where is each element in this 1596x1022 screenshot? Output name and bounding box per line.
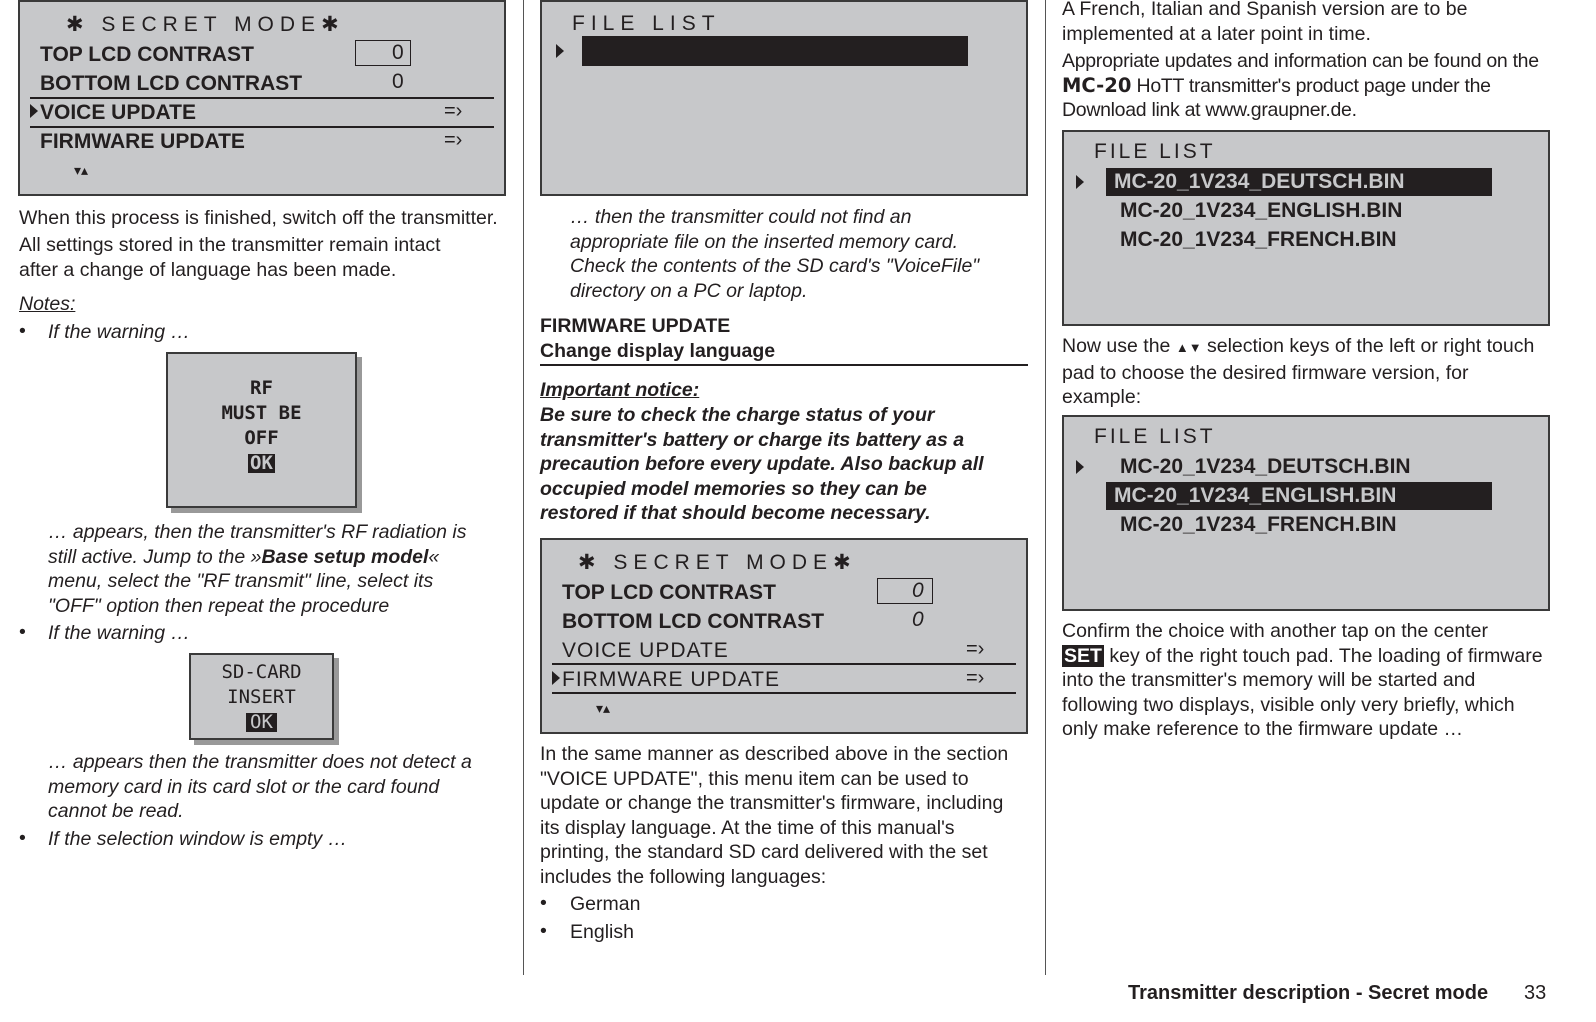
bullet-text: If the warning … <box>48 321 190 343</box>
column-divider <box>523 0 524 975</box>
set-key-icon: SET <box>1064 644 1102 667</box>
secret-mode-screen-firmware <box>540 538 1028 734</box>
arrow-icon: =› <box>444 129 463 151</box>
row-voice-update: VOICE UPDATE <box>40 101 196 124</box>
bottom-contrast-value: 0 <box>912 608 924 631</box>
ok-button: OK <box>246 713 277 732</box>
warning-line: INSERT <box>227 686 296 708</box>
bullet: • <box>540 920 547 942</box>
row-bottom-lcd-contrast: BOTTOM LCD CONTRAST <box>40 72 303 95</box>
bullet: • <box>19 827 26 849</box>
bullet: • <box>19 320 26 342</box>
row-top-lcd-contrast: TOP LCD CONTRAST <box>562 581 776 604</box>
cursor-icon <box>1076 460 1084 474</box>
empty-file-list-screen <box>540 0 1028 196</box>
text: « menu, select the "RF transmit" line, select its "OFF" option then repeat the procedure <box>48 545 440 617</box>
warning-line: SD-CARD <box>221 661 302 683</box>
top-contrast-value: 0 <box>392 41 404 64</box>
text: … appears, then the transmitter's RF radiation is still active. Jump to the » <box>48 521 467 568</box>
row-bottom-lcd-contrast: BOTTOM LCD CONTRAST <box>562 610 825 633</box>
text: key of the right touch pad. The loading of firmware into the transmitter's memory will be started and following two displays, visible only very briefly, which only make reference to the firmware update … <box>1062 644 1543 740</box>
row-firmware-update: FIRMWARE UPDATE <box>562 668 780 691</box>
paragraph <box>1062 334 1547 410</box>
screen-title: FILE LIST <box>1094 425 1216 448</box>
file-item: MC-20_1V234_FRENCH.BIN <box>1120 228 1397 251</box>
mc20-logo: MC-20 <box>1062 73 1132 97</box>
arrow-icon: =› <box>966 638 985 660</box>
screen-title: ✱ SECRET MODE✱ <box>66 13 345 36</box>
paragraph <box>1062 619 1547 742</box>
bullet-text: If the warning … <box>48 622 190 644</box>
warning-line: RF <box>250 377 273 399</box>
warning-line: OFF <box>244 427 279 449</box>
cursor-icon <box>30 104 38 118</box>
paragraph: … then the transmitter could not find an appropriate file on the inserted memory card. Check the contents of the SD card's "VoiceFile" directory on a PC or laptop. <box>570 206 980 302</box>
paragraph: When this process is finished, switch off the transmitter. <box>19 207 498 229</box>
arrow-icon: =› <box>444 100 463 122</box>
section-subheading: Change display language <box>540 340 776 362</box>
up-down-keys-icon: ▲▼ <box>1175 340 1202 355</box>
warning-line: MUST BE <box>221 402 302 424</box>
paragraph: In the same manner as described above in the section "VOICE UPDATE", this menu item can be used to update or change the transmitter's firmware, including its display language. At the time of this manual's printing, the standard SD card delivered with the set includes the following languages: <box>540 743 1009 888</box>
notice-text: Be sure to check the charge status of your transmitter's battery or charge its battery as a precaution before every update. Also backup all occupied model memories so they can be restored if that should become necessary. <box>540 404 984 524</box>
row-top-lcd-contrast: TOP LCD CONTRAST <box>40 43 254 66</box>
language-item: German <box>570 893 641 915</box>
bullet: • <box>540 892 547 914</box>
row-voice-update: VOICE UPDATE <box>562 639 729 662</box>
bottom-contrast-value: 0 <box>392 70 404 93</box>
paragraph <box>1062 49 1554 123</box>
section-heading: FIRMWARE UPDATE <box>540 315 731 337</box>
secret-mode-screen <box>18 0 506 196</box>
paragraph: All settings stored in the transmitter remain intact after a change of language has been made. <box>19 234 441 281</box>
file-item: MC-20_1V234_FRENCH.BIN <box>1120 513 1397 536</box>
text: HoTT transmitter's product page under the Download link at www.graupner.de. <box>1062 74 1491 121</box>
cursor-icon <box>552 671 560 685</box>
page-number: 33 <box>1524 982 1547 1004</box>
bullet: • <box>19 621 26 643</box>
file-list-screen-english <box>1062 415 1550 611</box>
paragraph: … appears then the transmitter does not detect a memory card in its card slot or the card found cannot be read. <box>48 751 472 822</box>
ok-button: OK <box>250 452 273 474</box>
file-item: MC-20_1V234_ENGLISH.BIN <box>1106 482 1492 510</box>
file-item: MC-20_1V234_DEUTSCH.BIN <box>1106 168 1492 196</box>
file-item: MC-20_1V234_ENGLISH.BIN <box>1120 199 1403 222</box>
notice-title: Important notice: <box>540 379 700 401</box>
language-item: English <box>570 921 634 943</box>
menu-name: Base setup model <box>261 545 429 568</box>
file-item: MC-20_1V234_DEUTSCH.BIN <box>1120 455 1411 478</box>
text: Now use the <box>1062 335 1171 357</box>
paragraph <box>48 520 488 618</box>
notes-heading: Notes: <box>19 293 76 315</box>
text: Appropriate updates and information can be found on the <box>1062 50 1539 72</box>
nav-arrows-icon: ▾▴ <box>596 700 611 716</box>
text: Confirm the choice with another tap on the center <box>1062 620 1488 642</box>
empty-selection-bar <box>582 36 968 66</box>
rf-warning-screen <box>166 352 357 508</box>
text: selection keys of the left or right touch pad to choose the desired firmware version, for example: <box>1062 335 1535 408</box>
top-contrast-value: 0 <box>912 579 924 602</box>
arrow-icon: =› <box>966 667 985 689</box>
screen-title: FILE LIST <box>572 12 721 35</box>
screen-title: ✱ SECRET MODE✱ <box>578 551 857 574</box>
cursor-icon <box>1076 175 1084 189</box>
nav-arrows-icon: ▾▴ <box>74 162 89 178</box>
cursor-icon <box>556 44 564 58</box>
screen-title: FILE LIST <box>1094 140 1216 163</box>
footer-section-title: Transmitter description - Secret mode <box>1128 982 1489 1004</box>
bullet-text: If the selection window is empty … <box>48 828 348 850</box>
column-divider <box>1045 0 1046 975</box>
paragraph: A French, Italian and Spanish version are to be implemented at a later point in time. <box>1062 0 1468 45</box>
file-list-screen-deutsch <box>1062 130 1550 326</box>
sd-card-warning-screen <box>189 653 334 740</box>
row-firmware-update: FIRMWARE UPDATE <box>40 130 245 153</box>
